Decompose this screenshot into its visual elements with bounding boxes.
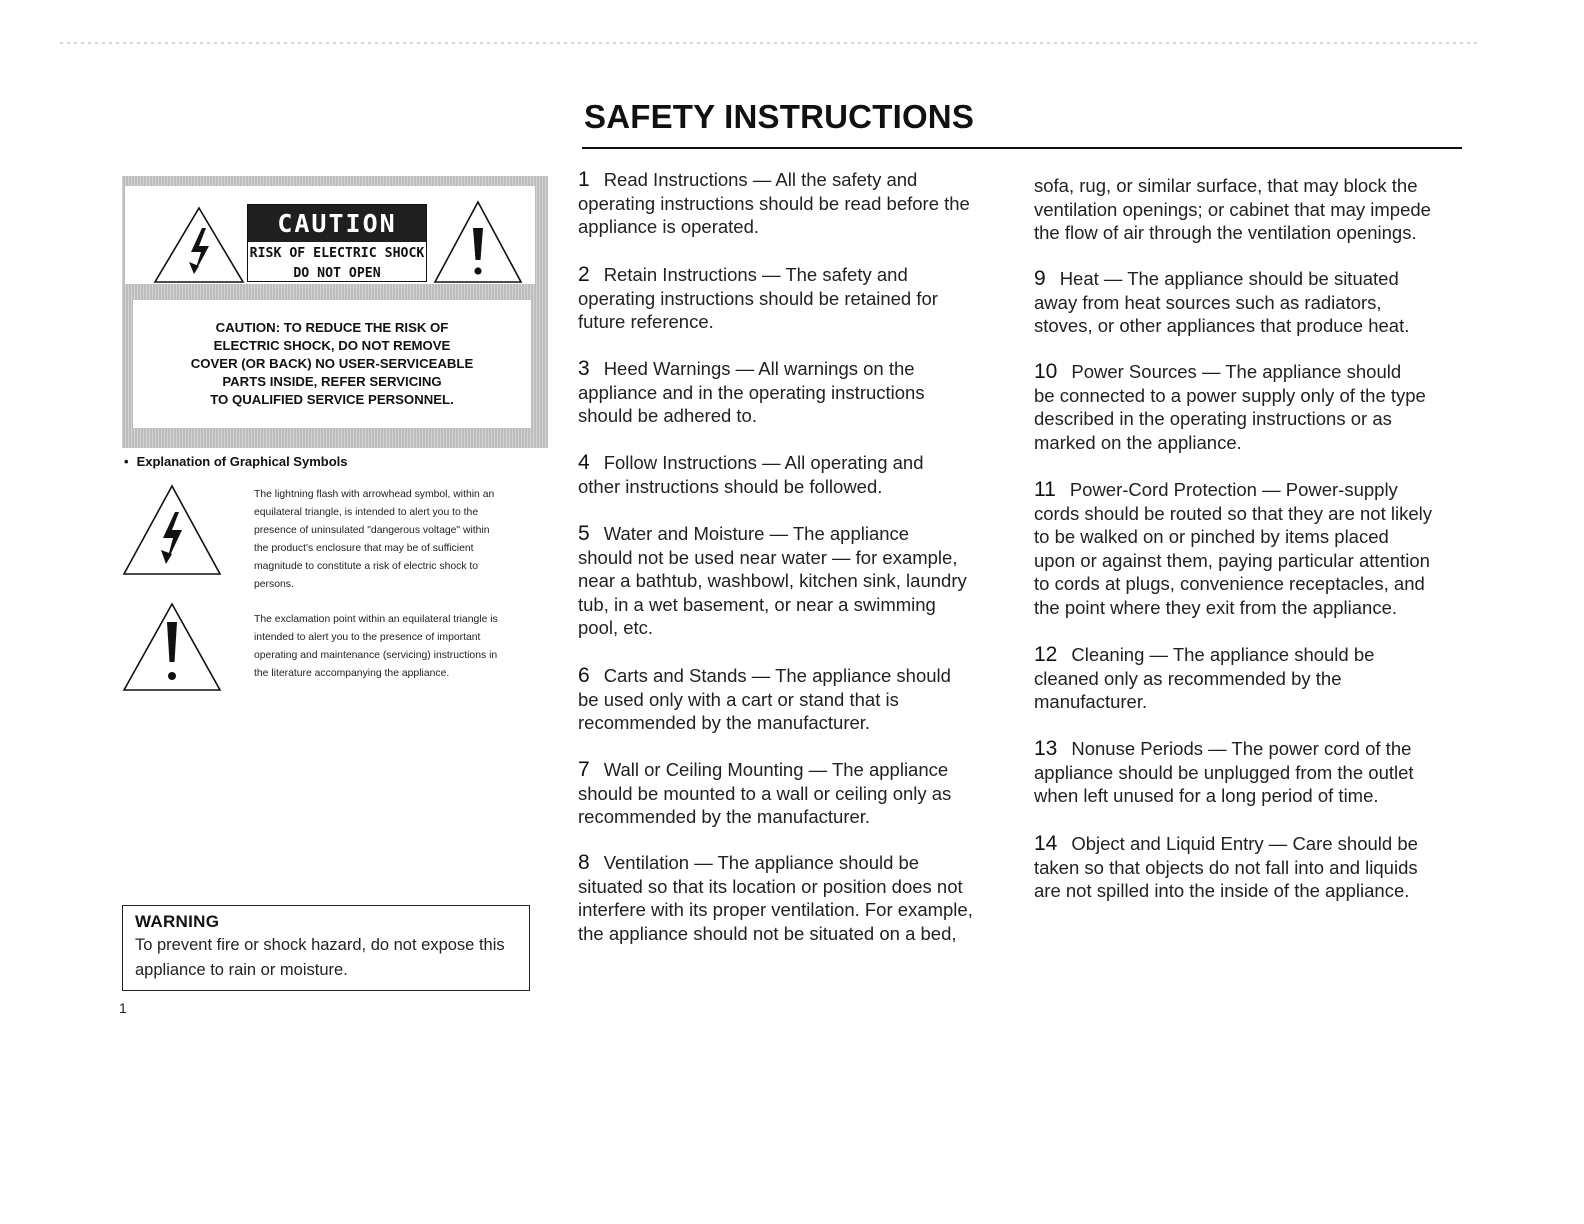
instruction-item <box>578 357 1018 428</box>
instruction-text: Carts and Stands — The appliance should <box>603 665 951 686</box>
instruction-line <box>578 168 1018 192</box>
instruction-line <box>578 593 1018 617</box>
caution-label-panel <box>122 176 548 448</box>
instruction-item <box>1034 832 1474 903</box>
warning-title: WARNING <box>135 912 220 931</box>
page-title: SAFETY INSTRUCTIONS <box>584 98 975 135</box>
instruction-text: to cords at plugs, convenience receptacles, and <box>1034 573 1425 594</box>
caution-notice-line: CAUTION: TO REDUCE THE RISK OF <box>215 320 449 335</box>
instruction-line <box>578 616 1018 640</box>
instruction-line <box>1034 407 1474 431</box>
scan-artifact-line <box>60 42 1480 44</box>
instruction-item <box>578 168 1018 239</box>
instruction-text: Read Instructions — All the safety and <box>603 169 918 190</box>
instruction-text: taken so that objects do not fall into and liquids <box>1034 856 1418 878</box>
instruction-text: should be adhered to. <box>578 405 757 426</box>
instruction-line <box>1034 737 1474 761</box>
description-line: the product's enclosure that may be of sufficient <box>254 543 474 554</box>
instruction-line <box>1034 431 1474 455</box>
instruction-line <box>1034 314 1474 338</box>
symbols-heading-text: Explanation of Graphical Symbols <box>136 454 348 469</box>
instruction-text: are not spilled into the inside of the appliance. <box>1034 880 1410 901</box>
instruction-line <box>578 758 1018 782</box>
instruction-text: to be walked on or pinched by items placed <box>1034 526 1389 547</box>
instruction-text: appliance is operated. <box>578 216 760 237</box>
instruction-text: Heat — The appliance should be situated <box>1059 268 1399 289</box>
instruction-line <box>578 310 1018 334</box>
instruction-line <box>578 263 1018 287</box>
instruction-line <box>1034 596 1474 620</box>
caution-notice-line: PARTS INSIDE, REFER SERVICING <box>222 374 442 389</box>
instruction-line <box>578 711 1018 735</box>
caution-header-area <box>125 186 535 284</box>
description-line: presence of uninsulated "dangerous voltage" within <box>254 525 490 536</box>
description-line: intended to alert you to the presence of important <box>254 632 481 643</box>
instruction-line <box>578 569 1018 593</box>
instruction-text: the appliance should not be situated on a bed, <box>578 922 957 944</box>
instruction-line <box>1034 478 1474 502</box>
instruction-text: described in the operating instructions or as <box>1034 408 1392 429</box>
title-rule <box>582 147 1462 149</box>
instruction-line <box>1034 198 1474 222</box>
instruction-item <box>578 758 1018 829</box>
caution-notice-line: COVER (OR BACK) NO USER-SERVICEABLE <box>190 356 474 371</box>
instruction-text: other instructions should be followed. <box>578 475 883 497</box>
instruction-item <box>578 851 1018 945</box>
instruction-text: operating instructions should be read before the <box>578 192 970 214</box>
instruction-line <box>578 875 1018 899</box>
description-line: the literature accompanying the appliance. <box>254 668 450 679</box>
instruction-text: recommended by the manufacturer. <box>578 712 871 733</box>
warning-text-line: To prevent fire or shock hazard, do not expose this <box>135 936 505 954</box>
instruction-number: 9 <box>1034 267 1046 290</box>
instruction-line <box>1034 221 1474 245</box>
instruction-line <box>578 357 1018 381</box>
instruction-text: recommended by the manufacturer. <box>578 806 871 827</box>
instruction-line <box>1034 832 1474 856</box>
instruction-line <box>578 782 1018 806</box>
instruction-text: marked on the appliance. <box>1034 431 1242 453</box>
instruction-line <box>578 404 1018 428</box>
instruction-line <box>578 522 1018 546</box>
instruction-text: should not be used near water — for example, <box>578 546 958 568</box>
instruction-line <box>578 898 1018 922</box>
instruction-line <box>1034 572 1474 596</box>
instruction-number: 5 <box>578 522 590 545</box>
bullet-icon: • <box>124 454 129 469</box>
instruction-number: 6 <box>578 664 590 687</box>
instruction-text: Water and Moisture — The appliance <box>603 523 910 544</box>
caution-risk-line: RISK OF ELECTRIC SHOCK <box>249 246 425 261</box>
description-line: operating and maintenance (servicing) instructions in <box>254 650 498 661</box>
instruction-number: 3 <box>578 357 590 380</box>
instruction-line <box>578 451 1018 475</box>
instruction-line <box>578 805 1018 829</box>
instruction-item <box>578 263 1018 334</box>
page-number: 1 <box>119 1000 127 1016</box>
caution-sign <box>247 204 427 282</box>
instruction-number: 12 <box>1034 643 1058 666</box>
instruction-line <box>578 688 1018 712</box>
instruction-text: be used only with a cart or stand that is <box>578 688 899 710</box>
warning-box <box>122 905 530 991</box>
instruction-text: Cleaning — The appliance should be <box>1071 644 1375 665</box>
instruction-item <box>1034 267 1474 338</box>
instruction-item <box>578 664 1018 735</box>
lightning-symbol-description <box>254 486 546 594</box>
instruction-text: Follow Instructions — All operating and <box>603 452 924 473</box>
instruction-item <box>578 451 1018 498</box>
instruction-text: Wall or Ceiling Mounting — The appliance <box>603 759 949 780</box>
instruction-number: 14 <box>1034 832 1058 855</box>
instruction-line <box>578 922 1018 946</box>
instruction-text: the flow of air through the ventilation openings. <box>1034 222 1417 243</box>
instruction-number: 11 <box>1034 478 1056 501</box>
instruction-text: interfere with its proper ventilation. For example, <box>578 899 973 920</box>
instruction-line <box>578 381 1018 405</box>
instruction-text: should be mounted to a wall or ceiling only as <box>578 782 952 804</box>
symbols-heading <box>124 454 348 469</box>
instruction-number: 13 <box>1034 737 1058 760</box>
instruction-text: manufacturer. <box>1034 691 1148 712</box>
lightning-triangle-icon <box>151 204 247 286</box>
instruction-text: Power-Cord Protection — Power-supply <box>1069 479 1398 500</box>
instruction-line <box>1034 291 1474 315</box>
instruction-text: situated so that its location or position does not <box>578 875 963 897</box>
instruction-number: 1 <box>578 168 590 191</box>
caution-notice-line: TO QUALIFIED SERVICE PERSONNEL. <box>210 392 454 407</box>
instruction-text: sofa, rug, or similar surface, that may block the <box>1034 175 1418 196</box>
caution-notice-area <box>133 300 531 428</box>
instruction-text: ventilation openings; or cabinet that may impede <box>1034 198 1431 220</box>
instruction-number: 8 <box>578 851 590 874</box>
description-line: magnitude to constitute a risk of electric shock to <box>254 561 479 572</box>
instruction-number: 4 <box>578 451 590 474</box>
instruction-text: be connected to a power supply only of the type <box>1034 384 1426 406</box>
instruction-line <box>1034 879 1474 903</box>
instruction-text: Ventilation — The appliance should be <box>603 852 920 873</box>
lightning-triangle-icon <box>120 482 224 578</box>
caution-do-not-open: DO NOT OPEN <box>293 266 381 281</box>
instruction-text: stoves, or other appliances that produce heat. <box>1034 315 1410 336</box>
instruction-text: when left unused for a long period of time. <box>1034 785 1379 806</box>
instruction-line <box>1034 384 1474 408</box>
instruction-number: 2 <box>578 263 590 286</box>
instruction-text: pool, etc. <box>578 617 654 638</box>
instruction-text: operating instructions should be retained for <box>578 287 938 309</box>
instruction-line <box>1034 525 1474 549</box>
instruction-text: Power Sources — The appliance should <box>1071 361 1402 382</box>
warning-text-line: appliance to rain or moisture. <box>135 961 348 979</box>
description-line: equilateral triangle, is intended to alert you to the <box>254 507 479 518</box>
instruction-item <box>1034 360 1474 454</box>
instruction-line <box>1034 761 1474 785</box>
caution-notice-line: ELECTRIC SHOCK, DO NOT REMOVE <box>213 338 451 353</box>
instruction-text: the point where they exit from the appliance. <box>1034 596 1398 618</box>
instruction-text: tub, in a wet basement, or near a swimming <box>578 593 936 615</box>
description-line: The exclamation point within an equilateral triangle is <box>254 614 498 625</box>
instruction-item <box>1034 643 1474 714</box>
description-line: The lightning flash with arrowhead symbol, within an <box>254 489 495 500</box>
exclamation-triangle-icon <box>120 600 224 694</box>
instruction-text: away from heat sources such as radiators, <box>1034 291 1382 313</box>
instruction-text: near a bathtub, washbowl, kitchen sink, laundry <box>578 570 967 591</box>
instruction-text: Object and Liquid Entry — Care should be <box>1071 833 1418 854</box>
instruction-line <box>578 192 1018 216</box>
instruction-line <box>578 215 1018 239</box>
instruction-line <box>1034 502 1474 526</box>
exclamation-symbol-description <box>254 611 546 683</box>
instruction-number: 10 <box>1034 360 1058 383</box>
instruction-line <box>1034 174 1474 198</box>
instruction-line <box>1034 360 1474 384</box>
instruction-item <box>1034 478 1474 619</box>
instruction-item <box>1034 174 1474 245</box>
instruction-text: upon or against them, paying particular attention <box>1034 549 1430 571</box>
instruction-line <box>1034 784 1474 808</box>
instruction-text: appliance should be unplugged from the outlet <box>1034 761 1414 783</box>
instruction-line <box>578 287 1018 311</box>
instruction-line <box>578 475 1018 499</box>
instruction-text: Heed Warnings — All warnings on the <box>603 358 915 379</box>
instruction-line <box>1034 667 1474 691</box>
instruction-item <box>578 522 1018 640</box>
instruction-text: appliance and in the operating instructions <box>578 381 925 403</box>
instruction-line <box>1034 549 1474 573</box>
instruction-line <box>1034 856 1474 880</box>
instruction-text: Nonuse Periods — The power cord of the <box>1071 738 1412 759</box>
instruction-line <box>578 851 1018 875</box>
instruction-text: future reference. <box>578 311 714 332</box>
instruction-line <box>1034 643 1474 667</box>
instruction-item <box>1034 737 1474 808</box>
instruction-line <box>1034 690 1474 714</box>
instruction-text: Retain Instructions — The safety and <box>603 264 908 285</box>
caution-heading: CAUTION <box>248 205 426 242</box>
instruction-line <box>1034 267 1474 291</box>
instruction-line <box>578 546 1018 570</box>
exclamation-triangle-icon <box>431 198 525 286</box>
description-line: persons. <box>254 579 294 590</box>
instruction-number: 7 <box>578 758 590 781</box>
instruction-text: cords should be routed so that they are not likely <box>1034 502 1432 524</box>
instruction-text: cleaned only as recommended by the <box>1034 667 1342 689</box>
instruction-line <box>578 664 1018 688</box>
